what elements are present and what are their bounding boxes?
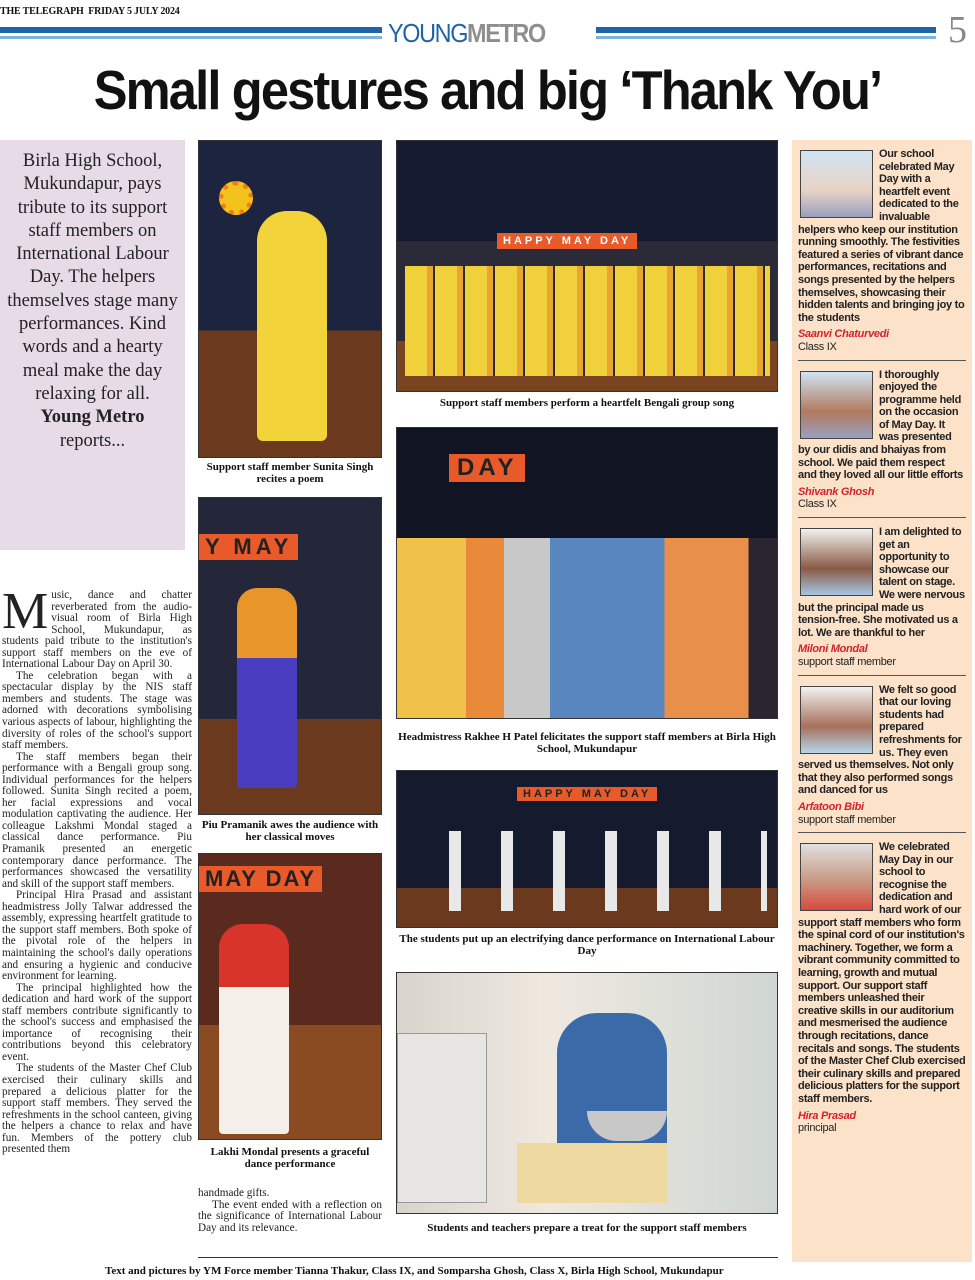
portrait (800, 843, 873, 911)
intro-box (0, 140, 185, 550)
portrait (800, 371, 873, 439)
paragraph: handmade gifts. (198, 1187, 270, 1199)
banner: DAY (449, 454, 525, 482)
photo-felicitation (396, 427, 778, 719)
intro-byline: Young Metro (40, 407, 145, 428)
headline: Small gestures and big ‘Thank You’ (93, 59, 882, 121)
quote-name: Hira Prasad (798, 1109, 856, 1122)
footer-rule (198, 1257, 778, 1258)
quotes-column (792, 140, 972, 1262)
drop-cap: M (2, 583, 49, 640)
page-number: 5 (948, 9, 967, 51)
banner: Y MAY (199, 534, 298, 560)
article-body (2, 583, 192, 1156)
quote-name: Arfatoon Bibi (798, 800, 864, 813)
quote-text: Our school celebrated May Day with a heartfelt event dedicated to the invaluable helpers who keep our institution running smoothly. The festivities featured a series of vibrant dance performances, recitations and songs presented by the helpers themselves, showcasing their hidden talents and bringing joy to the students (798, 148, 965, 324)
intro-end: reports... (59, 430, 126, 451)
header-rule-right (596, 27, 936, 36)
paragraph: The celebration began with a spectacular display by the NIS staff members and students. The stage was adorned with decorations symbolising various aspects of labour, highlighting the diversity of roles of the school's support staff members. (2, 669, 192, 752)
quote-text: We celebrated May Day in our school to recognise the dedication and hard work of our support staff members who form the spinal cord of our institution's machinery. Together, we form a vibrant community committed to learning, growth and mutual support. Our support staff members unleashed their creative skills in our auditorium and mesmerised the audience through recitations, dance recitals and songs. The students of the Master Chef Club exercised their culinary skills and prepared delicious platters for the support staff members. (798, 841, 966, 1105)
header-rule-left (0, 27, 382, 36)
quote-name: Shivank Ghosh (798, 485, 875, 498)
quote-text: We felt so good that our loving students had prepared refreshments for us. They even served us themselves. Not only that they also performed songs and danced for us (798, 683, 962, 797)
paragraph: usic, dance and chatter reverberated from the audio-visual room of Birla High School, Mukundapur, as students paid tribute to the institution's support staff members on the eve of International Labour Day on April 30. (2, 589, 192, 671)
paragraph: The event ended with a reflection on the significance of International Labour Day and its relevance. (198, 1198, 382, 1234)
section-metro: METRO (467, 18, 545, 48)
photo-caption: Headmistress Rakhee H Patel felicitates the support staff members at Birla High School, Mukundapur (398, 731, 776, 755)
photo-caption: Students and teachers prepare a treat for the support staff members (427, 1222, 747, 1234)
photo-student-dance (396, 770, 778, 928)
photo-poem-recital (198, 140, 382, 458)
section-title (388, 18, 545, 49)
photo-caption: Piu Pramanik awes the audience with her classical moves (201, 819, 379, 843)
photo-group-song (396, 140, 778, 392)
quote-role: Class IX (798, 498, 837, 511)
paragraph: Principal Hira Prasad and assistant headmistress Jolly Talwar addressed the assembly, expressing heartfelt gratitude to the support staff members. Both spoke of the pivotal role of the helpers in maintaining the school's daily operations and ensuring a hygienic and conducive environment for learning. (2, 889, 192, 983)
photo-graceful-dance (198, 853, 382, 1140)
quote-name: Miloni Mondal (798, 643, 868, 656)
banner: MAY DAY (199, 866, 322, 892)
section-young: YOUNG (388, 18, 468, 48)
photo-caption: Support staff member Sunita Singh recites a poem (206, 461, 374, 485)
banner: HAPPY MAY DAY (497, 233, 637, 249)
intro-text: Birla High School, Mukundapur, pays tribute to its support staff members on International Labour Day. The helpers themselves stage many performances. Kind words and a hearty meal make the day relaxing for all. (7, 151, 178, 404)
quote-role: support staff member (798, 655, 896, 668)
quote-item (798, 369, 966, 519)
paragraph: The principal highlighted how the dedication and hard work of the support staff members contribute significantly to the school's success and emphasised the importance of recognising their contributions beyond this celebratory event. (2, 981, 192, 1063)
article-continued (198, 1188, 382, 1234)
quote-name: Saanvi Chaturvedi (798, 328, 889, 341)
quote-role: principal (798, 1122, 837, 1135)
banner: HAPPY MAY DAY (517, 787, 657, 801)
quote-item (798, 526, 966, 676)
photo-caption: The students put up an electrifying dance performance on International Labour Day (399, 933, 775, 957)
paragraph: The students of the Master Chef Club exercised their culinary skills and prepared a delicious platter for the support staff members. They served the refreshments in the school canteen, giving the helpers a chance to relax and have fun. Members of the pottery club presented them (2, 1062, 192, 1156)
portrait (800, 686, 873, 754)
paragraph: The staff members began their performance with a Bengali group song. Individual performances for the helpers followed. Sunita Singh recited a poem, her facial expressions and vocal modulation captivating the audience. Her colleague Lakshmi Mondal staged a classical dance performance. Piu Pramanik presented an energetic contemporary dance performance. The performances showcased the versatility and skill of the support staff members. (2, 750, 192, 890)
quote-role: support staff member (798, 813, 896, 826)
quote-text: I thoroughly enjoyed the programme held on the occasion of May Day. It was presented by our didis and bhaiyas from school. We paid them respect and they loved all our little efforts (798, 368, 963, 482)
issue-date: FRIDAY 5 JULY 2024 (88, 6, 180, 17)
quote-item (798, 148, 966, 361)
photo-classical-dance (198, 497, 382, 815)
photo-caption: Support staff members perform a heartfelt Bengali group song (439, 397, 735, 409)
quote-text: I am delighted to get an opportunity to showcase our talent on stage. We were nervous but the principal made us tension-free. She motivated us a lot. We are thankful to her (798, 526, 965, 639)
photo-canteen-treat (396, 972, 778, 1214)
portrait (800, 150, 873, 218)
paper-name: THE TELEGRAPH (0, 6, 84, 17)
masthead (0, 6, 180, 17)
quote-role: Class IX (798, 340, 837, 353)
quote-item (798, 841, 966, 1141)
credit-line: Text and pictures by YM Force member Tianna Thakur, Class IX, and Somparsha Ghosh, Class X, Birla High School, Mukundapur (105, 1265, 724, 1277)
quote-item (798, 684, 966, 834)
portrait (800, 528, 873, 596)
photo-caption: Lakhi Mondal presents a graceful dance performance (210, 1146, 370, 1170)
